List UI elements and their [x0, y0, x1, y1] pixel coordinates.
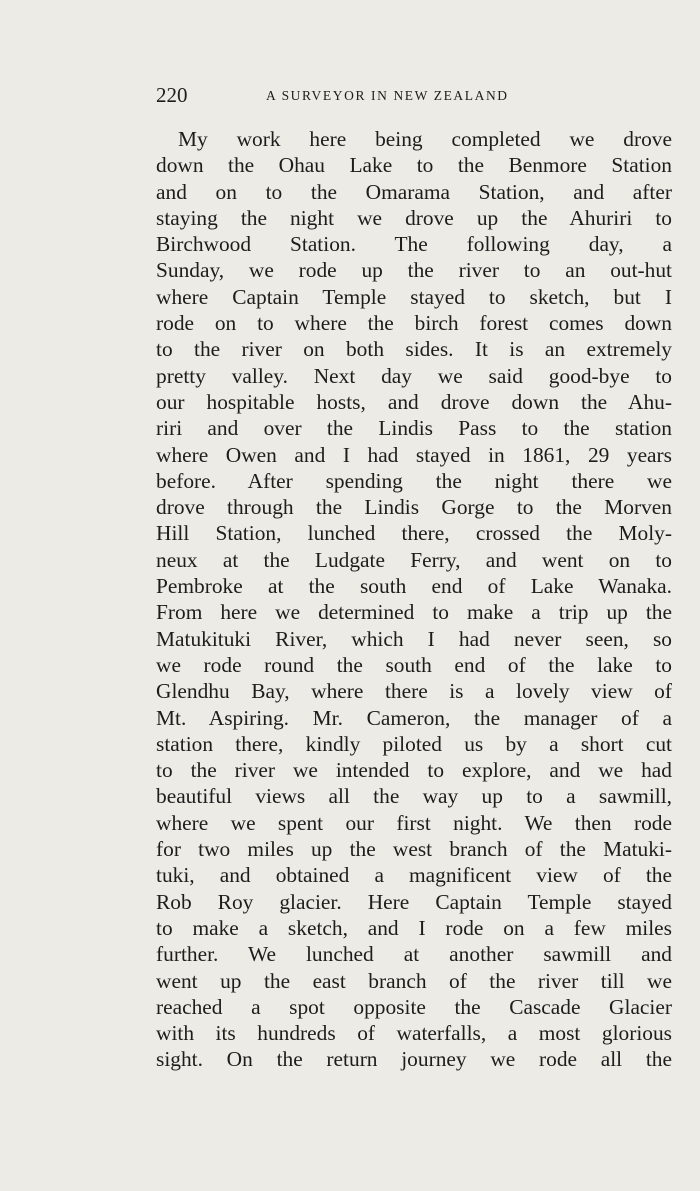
text-line: reached a spot opposite the Cascade Glacier: [156, 994, 672, 1019]
text-line: Matukituki River, which I had never seen, so: [156, 626, 672, 651]
text-line: Hill Station, lunched there, crossed the Moly-: [156, 521, 672, 546]
text-line: where Captain Temple stayed to sketch, but I: [156, 284, 672, 309]
text-line: where we spent our first night. We then rode: [156, 810, 672, 835]
text-line: went up the east branch of the river till we: [156, 968, 672, 993]
text-line: sight. On the return journey we rode all the: [156, 1047, 672, 1072]
text-line: and on to the Omarama Station, and after: [156, 179, 672, 204]
text-line: Mt. Aspiring. Mr. Cameron, the manager of a: [156, 705, 672, 730]
text-line: for two miles up the west branch of the Matuki-: [156, 837, 672, 862]
text-line: Birchwood Station. The following day, a: [156, 232, 672, 257]
text-line: Rob Roy glacier. Here Captain Temple stayed: [156, 889, 672, 914]
text-line: Glendhu Bay, where there is a lovely view of: [156, 679, 672, 704]
text-line: From here we determined to make a trip up the: [156, 600, 672, 625]
page-header: [156, 82, 672, 110]
text-line: before. After spending the night there we: [156, 468, 672, 493]
text-line: station there, kindly piloted us by a short cut: [156, 731, 672, 756]
text-line: beautiful views all the way up to a sawmill,: [156, 784, 672, 809]
text-line: to the river on both sides. It is an extremely: [156, 337, 672, 362]
text-line: My work here being completed we drove: [178, 127, 672, 151]
page-number: 220: [156, 83, 188, 107]
text-line: tuki, and obtained a magnificent view of the: [156, 863, 672, 888]
text-line: to the river we intended to explore, and we had: [156, 758, 672, 783]
text-line: our hospitable hosts, and drove down the Ahu-: [156, 389, 672, 414]
running-title: A SURVEYOR IN NEW ZEALAND: [266, 88, 509, 103]
text-line: Sunday, we rode up the river to an out-hut: [156, 258, 672, 283]
text-line: riri and over the Lindis Pass to the station: [156, 416, 672, 441]
text-line: neux at the Ludgate Ferry, and went on to: [156, 547, 672, 572]
text-line: further. We lunched at another sawmill and: [156, 942, 672, 967]
text-line: Pembroke at the south end of Lake Wanaka.: [156, 574, 672, 599]
text-line: we rode round the south end of the lake to: [156, 652, 672, 677]
text-line: to make a sketch, and I rode on a few miles: [156, 915, 672, 940]
text-line: where Owen and I had stayed in 1861, 29 years: [156, 442, 672, 467]
text-line: staying the night we drove up the Ahuriri to: [156, 205, 672, 230]
text-line: drove through the Lindis Gorge to the Morven: [156, 495, 672, 520]
body-text: [156, 126, 672, 1073]
text-line: down the Ohau Lake to the Benmore Station: [156, 153, 672, 178]
text-line: rode on to where the birch forest comes down: [156, 311, 672, 336]
text-line: with its hundreds of waterfalls, a most glorious: [156, 1021, 672, 1046]
text-line: pretty valley. Next day we said good-bye to: [156, 363, 672, 388]
